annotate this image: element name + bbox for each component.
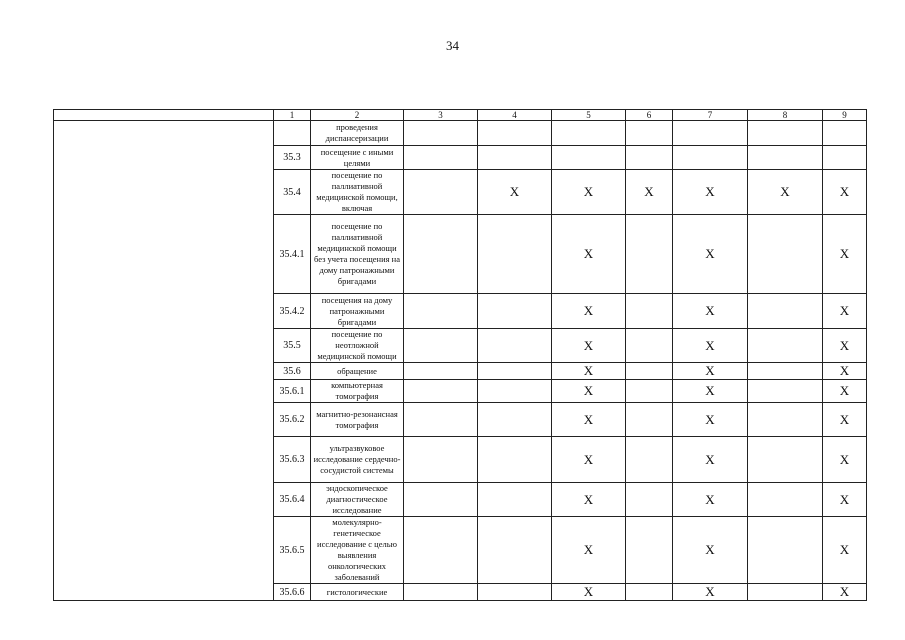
row-description-cell: эндоскопическое диагностическое исследование	[311, 483, 404, 517]
table-header-cell: 5	[552, 110, 626, 121]
mark-cell-col-8	[748, 380, 823, 403]
table-header-cell: 6	[626, 110, 673, 121]
mark-cell-col-5: X	[552, 294, 626, 329]
page-number: 34	[446, 38, 459, 53]
mark-cell-col-9: X	[823, 329, 867, 363]
mark-cell-col-5: X	[552, 329, 626, 363]
row-number-cell: 35.3	[274, 146, 311, 170]
mark-cell-col-5: X	[552, 483, 626, 517]
mark-cell-col-8	[748, 294, 823, 329]
mark-cell-col-6: X	[626, 170, 673, 215]
mark-cell-col-9	[823, 146, 867, 170]
mark-cell-col-6	[626, 294, 673, 329]
mark-cell-col-5: X	[552, 517, 626, 584]
mark-cell-col-4: X	[478, 170, 552, 215]
row-description-cell: молекулярно-генетическое исследование с целью выявления онкологических заболеваний	[311, 517, 404, 584]
document-table	[53, 109, 867, 601]
mark-cell-col-8	[748, 329, 823, 363]
mark-cell-col-7: X	[673, 170, 748, 215]
mark-cell-col-7: X	[673, 363, 748, 380]
mark-cell-col-8	[748, 483, 823, 517]
table-header-cell: 4	[478, 110, 552, 121]
mark-cell-col-9: X	[823, 215, 867, 294]
row-number-cell: 35.6.6	[274, 584, 311, 601]
mark-cell-col-7: X	[673, 329, 748, 363]
mark-cell-col-5: X	[552, 170, 626, 215]
row-description-cell: обращение	[311, 363, 404, 380]
mark-cell-col-4	[478, 584, 552, 601]
mark-cell-col-4	[478, 363, 552, 380]
mark-cell-col-4	[478, 483, 552, 517]
blank-column-cell	[54, 121, 274, 601]
row-number-cell: 35.6.1	[274, 380, 311, 403]
mark-cell-col-3	[404, 403, 478, 437]
mark-cell-col-9: X	[823, 483, 867, 517]
mark-cell-col-6	[626, 146, 673, 170]
mark-cell-col-7: X	[673, 294, 748, 329]
mark-cell-col-7	[673, 121, 748, 146]
mark-cell-col-5	[552, 121, 626, 146]
row-description-cell: посещения на дому патронажными бригадами	[311, 294, 404, 329]
mark-cell-col-6	[626, 121, 673, 146]
mark-cell-col-8	[748, 146, 823, 170]
mark-cell-col-3	[404, 121, 478, 146]
mark-cell-col-5: X	[552, 437, 626, 483]
mark-cell-col-9	[823, 121, 867, 146]
mark-cell-col-5: X	[552, 403, 626, 437]
mark-cell-col-4	[478, 146, 552, 170]
mark-cell-col-5: X	[552, 215, 626, 294]
mark-cell-col-9: X	[823, 584, 867, 601]
mark-cell-col-8	[748, 215, 823, 294]
mark-cell-col-8	[748, 121, 823, 146]
mark-cell-col-9: X	[823, 294, 867, 329]
mark-cell-col-7: X	[673, 483, 748, 517]
mark-cell-col-3	[404, 170, 478, 215]
mark-cell-col-4	[478, 215, 552, 294]
mark-cell-col-8	[748, 363, 823, 380]
mark-cell-col-6	[626, 403, 673, 437]
row-description-cell: посещение по неотложной медицинской помощи	[311, 329, 404, 363]
row-number-cell: 35.6.2	[274, 403, 311, 437]
mark-cell-col-7: X	[673, 403, 748, 437]
mark-cell-col-7	[673, 146, 748, 170]
row-number-cell: 35.4.1	[274, 215, 311, 294]
table-header-cell: 3	[404, 110, 478, 121]
mark-cell-col-9: X	[823, 380, 867, 403]
table-header-cell: 7	[673, 110, 748, 121]
mark-cell-col-5: X	[552, 363, 626, 380]
mark-cell-col-8: X	[748, 170, 823, 215]
mark-cell-col-3	[404, 363, 478, 380]
mark-cell-col-8	[748, 584, 823, 601]
mark-cell-col-3	[404, 215, 478, 294]
mark-cell-col-5: X	[552, 584, 626, 601]
row-number-cell	[274, 121, 311, 146]
mark-cell-col-4	[478, 517, 552, 584]
mark-cell-col-6	[626, 329, 673, 363]
row-number-cell: 35.5	[274, 329, 311, 363]
mark-cell-col-4	[478, 380, 552, 403]
mark-cell-col-9: X	[823, 437, 867, 483]
mark-cell-col-4	[478, 121, 552, 146]
mark-cell-col-3	[404, 517, 478, 584]
row-number-cell: 35.6.4	[274, 483, 311, 517]
mark-cell-col-6	[626, 380, 673, 403]
mark-cell-col-7: X	[673, 517, 748, 584]
mark-cell-col-4	[478, 329, 552, 363]
mark-cell-col-3	[404, 483, 478, 517]
row-description-cell: посещение по паллиативной медицинской помощи, включая	[311, 170, 404, 215]
table-header-cell: 2	[311, 110, 404, 121]
mark-cell-col-3	[404, 146, 478, 170]
mark-cell-col-4	[478, 403, 552, 437]
mark-cell-col-3	[404, 584, 478, 601]
mark-cell-col-8	[748, 403, 823, 437]
mark-cell-col-5: X	[552, 380, 626, 403]
row-number-cell: 35.4	[274, 170, 311, 215]
mark-cell-col-6	[626, 215, 673, 294]
mark-cell-col-6	[626, 517, 673, 584]
table-header-row	[54, 110, 867, 121]
row-description-cell: компьютерная томография	[311, 380, 404, 403]
mark-cell-col-7: X	[673, 437, 748, 483]
table-row	[54, 121, 867, 146]
mark-cell-col-6	[626, 584, 673, 601]
mark-cell-col-3	[404, 294, 478, 329]
row-number-cell: 35.6.5	[274, 517, 311, 584]
table-header-cell: 1	[274, 110, 311, 121]
mark-cell-col-3	[404, 329, 478, 363]
mark-cell-col-7: X	[673, 380, 748, 403]
row-description-cell: проведения диспансеризации	[311, 121, 404, 146]
mark-cell-col-9: X	[823, 363, 867, 380]
mark-cell-col-7: X	[673, 215, 748, 294]
row-number-cell: 35.6	[274, 363, 311, 380]
mark-cell-col-8	[748, 437, 823, 483]
row-description-cell: ультразвуковое исследование сердечно-сосудистой системы	[311, 437, 404, 483]
mark-cell-col-9: X	[823, 403, 867, 437]
mark-cell-col-5	[552, 146, 626, 170]
mark-cell-col-9: X	[823, 517, 867, 584]
row-number-cell: 35.6.3	[274, 437, 311, 483]
mark-cell-col-6	[626, 483, 673, 517]
row-description-cell: гистологические	[311, 584, 404, 601]
row-number-cell: 35.4.2	[274, 294, 311, 329]
table-header-cell: 9	[823, 110, 867, 121]
mark-cell-col-6	[626, 437, 673, 483]
mark-cell-col-9: X	[823, 170, 867, 215]
table-header-cell: 8	[748, 110, 823, 121]
mark-cell-col-6	[626, 363, 673, 380]
mark-cell-col-3	[404, 437, 478, 483]
mark-cell-col-4	[478, 294, 552, 329]
row-description-cell: посещение по паллиативной медицинской помощи без учета посещения на дому патронажными бригадами	[311, 215, 404, 294]
mark-cell-col-4	[478, 437, 552, 483]
table-header-cell	[54, 110, 274, 121]
mark-cell-col-7: X	[673, 584, 748, 601]
mark-cell-col-3	[404, 380, 478, 403]
row-description-cell: посещение с иными целями	[311, 146, 404, 170]
mark-cell-col-8	[748, 517, 823, 584]
row-description-cell: магнитно-резонансная томография	[311, 403, 404, 437]
